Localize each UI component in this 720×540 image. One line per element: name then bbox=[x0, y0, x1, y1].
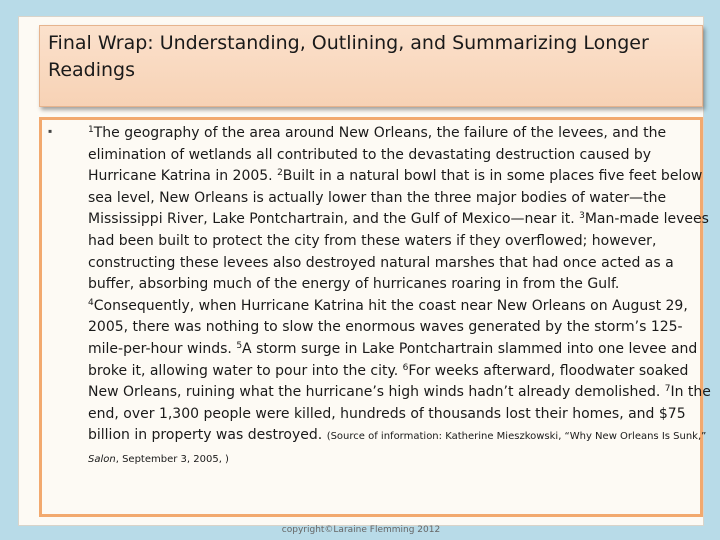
slide-title: Final Wrap: Understanding, Outlining, and Summarizing Longer Readings bbox=[48, 32, 649, 81]
sentence-text: Built in a natural bowl that is in some places five feet below sea level, New Orleans is actually lower than the three major bodies of water—the Mississippi River, Lake Pontchartrain, and the Gulf of Mexico—near it. bbox=[88, 168, 703, 228]
sentence-number: 7 bbox=[664, 384, 671, 395]
source-publication: Salon bbox=[88, 453, 116, 465]
sentence-number: 1 bbox=[88, 125, 94, 135]
title-box bbox=[39, 25, 703, 107]
sentence-text: For weeks afterward, floodwater soaked New Orleans, ruining what the hurricane’s high winds hadn’t already demolished. bbox=[88, 362, 689, 401]
sentence-number: 2 bbox=[277, 168, 283, 179]
sentence-number: 4 bbox=[88, 297, 94, 308]
sentence-text: The geography of the area around New Orleans, the failure of the levees, and the elimination of wetlands all contributed to the devastating destruction caused by Hurricane Katrina in 2005. bbox=[88, 125, 667, 185]
sentence-text: Consequently, when Hurricane Katrina hit the coast near New Orleans on August 29, 2005, there was nothing to slow the enormous waves generated by the storm’s 125-mile-per-hour winds. bbox=[88, 297, 688, 357]
sentence-number: 6 bbox=[402, 362, 409, 373]
source-suffix: , September 3, 2005, ) bbox=[115, 453, 229, 465]
content-box bbox=[39, 117, 711, 517]
sentence-text: A storm surge in Lake Pontchartrain slammed into one levee and broke it, allowing water to pour into the city. bbox=[88, 340, 698, 379]
sentence-text: Man-made levees had been built to protect the city from these waters if they overflowed; however, constructing these levees also destroyed natural marshes that had once acted as a buffer, absorbing much of the energy of hurricanes roaring in from the Gulf. bbox=[88, 211, 709, 293]
sentence-text: In the end, over 1,300 people were killed, hundreds of thousands lost their homes, and $75 billion in property was destroyed. bbox=[88, 384, 711, 444]
sentence-number: 5 bbox=[236, 340, 243, 351]
sentence-number: 3 bbox=[579, 211, 585, 222]
source-prefix: (Source of information: Katherine Mieszkowski, “Why New Orleans Is Sunk,” bbox=[326, 431, 707, 443]
bullet-icon: ▪ bbox=[48, 124, 53, 138]
copyright-footer: copyright©Laraine Flemming 2012 bbox=[281, 525, 441, 535]
reading-paragraph bbox=[88, 123, 712, 471]
slide bbox=[18, 16, 711, 535]
